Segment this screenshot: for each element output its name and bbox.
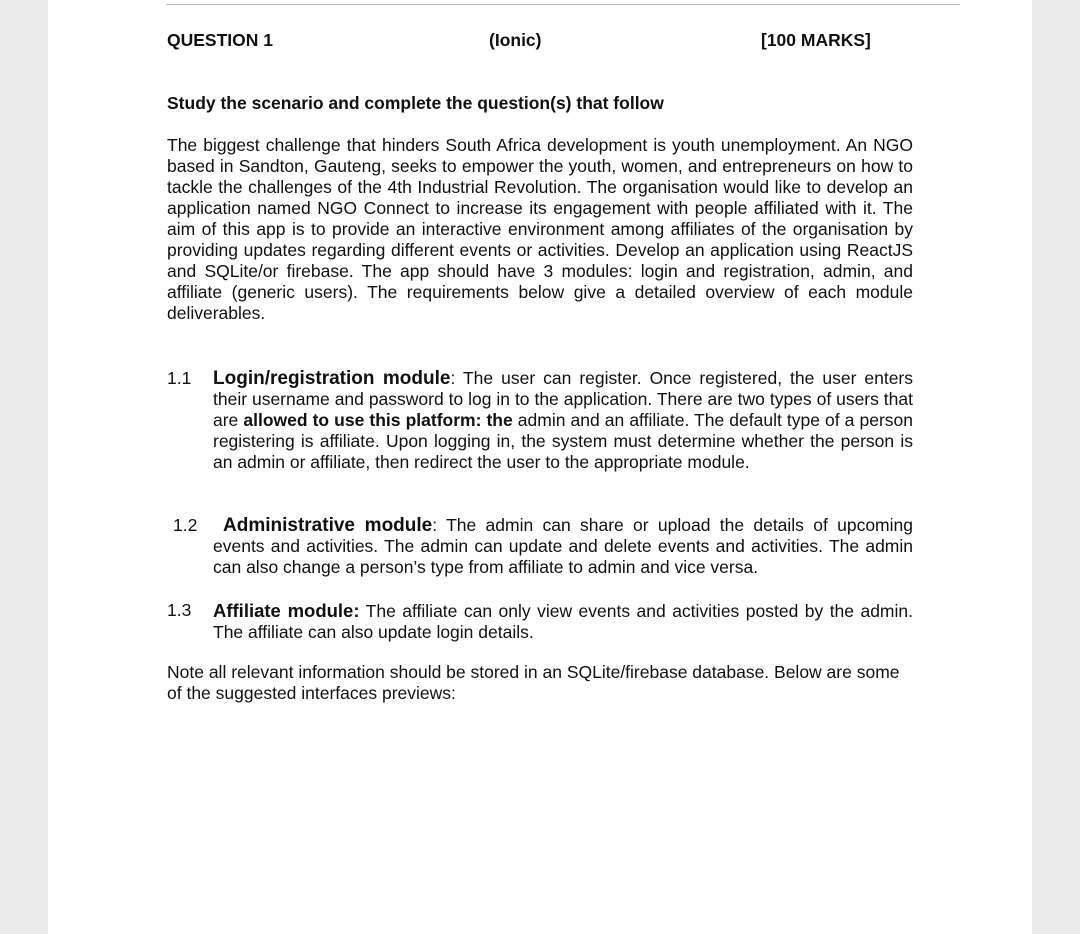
item-body	[213, 368, 913, 473]
item-number: 1.2	[173, 515, 198, 535]
question-marks: [100 MARKS]	[761, 30, 871, 50]
item-text: The affiliate can only view events and activities posted by the admin. The affiliate can also update login details.	[213, 601, 913, 642]
item-title: Administrative module	[223, 515, 433, 536]
question-topic: (Ionic)	[489, 30, 542, 50]
question-header	[167, 30, 961, 52]
top-divider	[166, 4, 960, 5]
instruction-heading: Study the scenario and complete the question(s) that follow	[167, 93, 664, 113]
item-body	[213, 515, 913, 578]
item-text: admin and an affiliate. The default type of a person registering is affiliate. Upon logging in, the system must determine whether the person is an admin or affiliate, then redirect the user to the appropriate module.	[213, 410, 913, 472]
item-title: Affiliate module:	[213, 600, 360, 621]
item-text-bold: allowed to use this platform: the	[243, 410, 513, 430]
document-page	[48, 0, 1032, 934]
item-number: 1.3	[167, 600, 192, 620]
item-text: : The user can register. Once registered, the user enters their username and password to log in to the application. There are two types of users that are	[213, 368, 914, 430]
note-paragraph: Note all relevant information should be stored in an SQLite/firebase database. Below are some of the suggested interfaces previews:	[167, 662, 900, 703]
item-body	[213, 600, 913, 643]
item-text: : The admin can share or upload the details of upcoming events and activities. The admin can update and delete events and activities. The admin can also change a person’s type from affiliate to admin and vice versa.	[213, 515, 913, 577]
item-number: 1.1	[167, 368, 192, 388]
scenario-paragraph: The biggest challenge that hinders South Africa development is youth unemployment. An NGO based in Sandton, Gauteng, seeks to empower the youth, women, and entrepreneurs on how to tackle the challenges of the 4th Industrial Revolution. The organisation would like to develop an application named NGO Connect to increase its engagement with people affiliated with it. The aim of this app is to provide an interactive environment among affiliates of the organisation by providing updates regarding different events or activities. Develop an application using ReactJS and SQLite/or firebase. The app should have 3 modules: login and registration, admin, and affiliate (generic users). The requirements below give a detailed overview of each module deliverables.	[167, 135, 913, 323]
item-title: Login/registration module	[213, 368, 451, 389]
question-number: QUESTION 1	[167, 30, 273, 50]
